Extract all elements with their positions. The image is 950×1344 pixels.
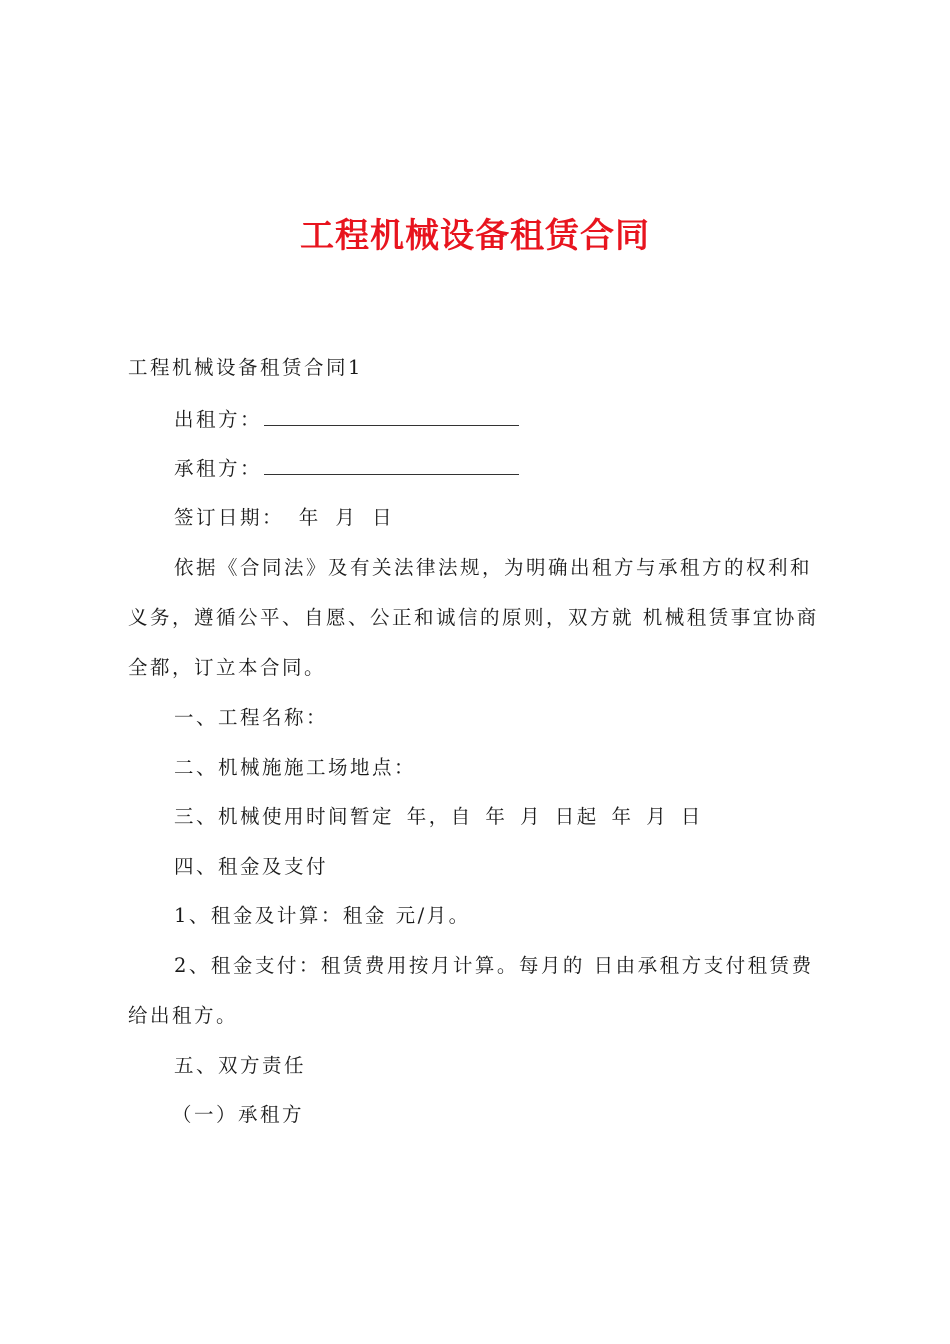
clause-rent-payment: 四、租金及支付: [174, 855, 329, 878]
intro-paragraph-line-2: 义务，遵循公平、自愿、公正和诚信的原则，双方就 机械租赁事宜协商: [128, 606, 819, 629]
clause-lessee-heading: （一）承租方: [172, 1103, 305, 1126]
clause-usage-period: 三、机械使用时间暂定 年，自 年 月 日起 年 月 日: [174, 805, 703, 828]
lessee-line: [174, 453, 519, 481]
clause-site-location: 二、机械施施工场地点：: [174, 756, 417, 779]
clause-responsibilities: 五、双方责任: [174, 1054, 307, 1077]
contract-subtitle: 工程机械设备租赁合同1: [128, 356, 363, 379]
intro-paragraph-line-1: 依据《合同法》及有关法律法规，为明确出租方与承租方的权利和: [174, 556, 813, 579]
lessor-label: 出租方：: [174, 408, 263, 431]
sign-date: 签订日期： 年 月 日: [174, 506, 395, 529]
lessee-blank: [264, 458, 519, 475]
clause-rent-schedule-line-2: 给出租方。: [128, 1004, 239, 1027]
clause-rent-calculation: 1、租金及计算：租金 元/月。: [174, 904, 471, 927]
document-title: 工程机械设备租赁合同: [300, 216, 650, 256]
lessor-blank: [264, 409, 519, 426]
clause-project-name: 一、工程名称：: [174, 706, 329, 729]
clause-rent-schedule-line-1: 2、租金支付：租赁费用按月计算。每月的 日由承租方支付租赁费: [174, 954, 814, 977]
lessee-label: 承租方：: [174, 457, 263, 480]
intro-paragraph-line-3: 全都，订立本合同。: [128, 656, 327, 679]
lessor-line: [174, 404, 519, 432]
